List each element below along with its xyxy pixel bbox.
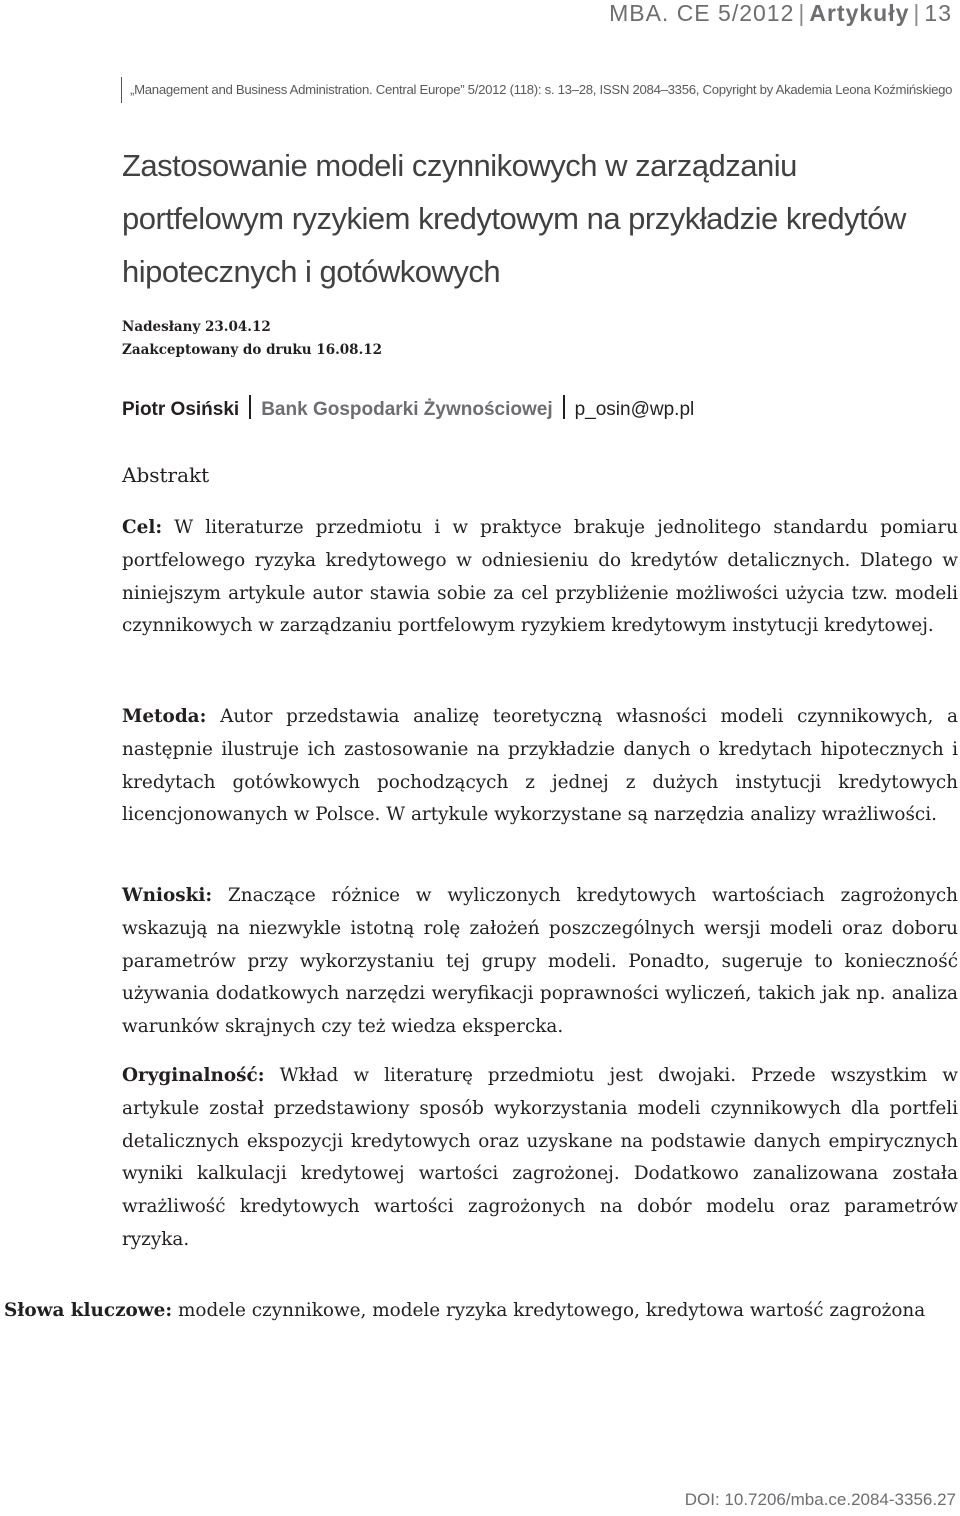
running-head-separator: | (913, 0, 921, 26)
author-separator (563, 395, 565, 419)
section-label: Oryginalność: (122, 1065, 265, 1086)
keywords (4, 1293, 958, 1329)
running-head (609, 0, 952, 27)
section-label: Wnioski: (122, 885, 213, 906)
journal-issue: MBA. CE 5/2012 (609, 0, 795, 26)
submission-dates (122, 316, 382, 362)
author-name: Piotr Osiński (122, 399, 240, 420)
doi[interactable]: DOI: 10.7206/mba.ce.2084-3356.27 (684, 1490, 956, 1509)
keywords-text: modele czynnikowe, modele ryzyka kredytowego, kredytowa wartość zagrożona (177, 1300, 926, 1321)
section-label: Metoda: (122, 706, 207, 727)
citation-line: „Management and Business Administration. Central Europe” 5/2012 (118): s. 13–28, ISSN 2084–3356, Copyright by Akademia Leona Koźmińskiego (121, 77, 942, 103)
abstract-section-goal (122, 512, 958, 643)
accepted-date: Zaakceptowany do druku 16.08.12 (122, 342, 383, 358)
abstract-section-method (122, 701, 958, 832)
abstract-heading: Abstrakt (122, 463, 210, 487)
author-separator (249, 395, 251, 419)
keywords-label: Słowa kluczowe: (4, 1300, 173, 1321)
author-email[interactable]: p_osin@wp.pl (574, 399, 695, 420)
section-text: W literaturze przedmiotu i w praktyce brakuje jednolitego standardu pomiaru portfelowego ryzyka kredytowego w odniesieniu do kredytów detalicznych. Dlatego w niniejszym artykule autor stawia sobie za cel przybliżenie możliwości użycia tzw. modeli czynnikowych w zarządzaniu portfelowym ryzykiem kredytowym instytucji kredytowej. (122, 517, 958, 637)
author-line (122, 395, 694, 421)
page-number: 13 (924, 0, 952, 26)
section-name: Artykuły (809, 0, 910, 26)
abstract-section-conclusions (122, 880, 958, 1044)
author-affiliation: Bank Gospodarki Żywnościowej (261, 399, 553, 420)
section-text: Znaczące różnice w wyliczonych kredytowych wartościach zagrożonych wskazują na niezwykle istotną rolę założeń poszczególnych wersji modeli oraz doboru parametrów przy wykorzystaniu tej grupy modeli. Ponadto, sugeruje to konieczność używania dodatkowych narzędzi weryfikacji poprawności wyliczeń, takich jak np. analiza warunków skrajnych czy też wiedza ekspercka. (122, 885, 958, 1038)
abstract-section-originality (122, 1060, 958, 1257)
section-text: Wkład w literaturę przedmiotu jest dwojaki. Przede wszystkim w artykule został przedstawiony sposób wykorzystania modeli czynnikowych dla portfeli detalicznych ekspozycji kredytowych oraz uzyskane na podstawie danych empirycznych wyniki kalkulacji kredytowej wartości zagrożonej. Dodatkowo zanalizowana została wrażliwość kredytowych wartości zagrożonych na dobór modelu oraz parametrów ryzyka. (122, 1065, 958, 1250)
section-text: Autor przedstawia analizę teoretyczną własności modeli czynnikowych, a następnie ilustruje ich zastosowanie na przykładzie danych o kredytach hipotecznych i kredytach gotówkowych pochodzących z jednej z dużych instytucji kredytowych licencjonowanych w Polsce. W artykule wykorzystane są narzędzia analizy wrażliwości. (122, 706, 958, 826)
received-date: Nadesłany 23.04.12 (122, 319, 271, 335)
section-label: Cel: (122, 517, 163, 538)
running-head-separator: | (798, 0, 806, 26)
article-title: Zastosowanie modeli czynnikowych w zarządzaniu portfelowym ryzykiem kredytowym na przykładzie kredytów hipotecznych i gotówkowych (122, 148, 906, 289)
